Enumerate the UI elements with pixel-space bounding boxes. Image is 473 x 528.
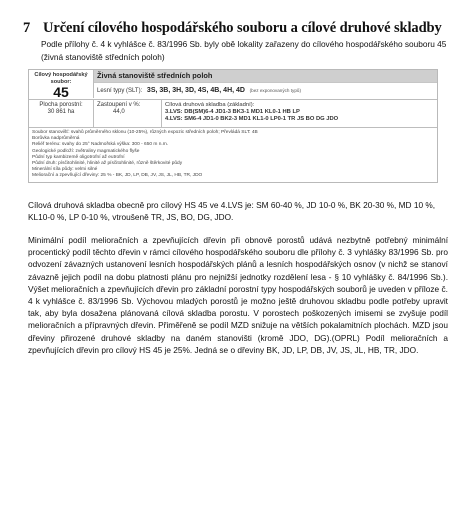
forest-types-row (94, 82, 437, 99)
zone-cell (94, 70, 437, 99)
area-value: 30 861 ha (47, 109, 75, 115)
note-line: Půdní typ kambizemě oligotrofní až eutrofní (32, 154, 125, 160)
area-cell (29, 100, 94, 127)
note-line: Minerální síla půdy: velmi silné (32, 167, 98, 173)
note-line: Geologické podloží: zvětraliny magmatického flyše (32, 148, 140, 154)
habitat-table (28, 69, 438, 183)
section-number: 7 (23, 20, 31, 36)
note-line: Půdní druh: písčitohlinité, hlinité až písčitohlinité, různě štěrkovité půdy (32, 161, 183, 167)
composition-paragraph: Cílová druhová skladba obecně pro cílový HS 45 ve 4.LVS je: SM 60-40 %, JD 10-0 %, BK 20-30 %, MD 10 %, KL10-0 %, LP 0-10 %, vtroušeně TR, JS, BO, DG, JDO. (28, 200, 436, 223)
share-label: Zastoupení v %: (97, 102, 141, 108)
composition-line-2: 4.LVS: SM6-4 JD1-0 BK2-3 MD1 KL1-0 LP0-1 TR JS BO DG JDO (165, 116, 339, 122)
share-cell (94, 100, 162, 127)
forest-types-label: Lesní typy (SLT): (97, 88, 143, 94)
target-set-number: 45 (53, 84, 69, 100)
target-set-label: Cílový hospodářský soubor: (34, 72, 88, 85)
intro-text: Podle přílohy č. 4 k vyhlášce č. 83/1996 Sb. byly obě lokality zařazeny do cílového hospodářského souboru 45 (živná stanoviště středních poloh) (41, 39, 447, 62)
composition-line-1: 3.LVS: DB(SM)6-4 JD1-3 BK3-1 MD1 KL0-1 HB LP (165, 109, 300, 115)
note-line: Meliorační a zpevňující dřeviny: 25 % - BK, JD, LP, DB, JV, JS, JL, HB, TR, JDO (32, 173, 203, 179)
forest-types-value: 3S, 3B, 3H, 3D, 4S, 4B, 4H, 4D (146, 87, 245, 94)
area-label: Plocha porostní: (39, 102, 83, 108)
composition-cell (162, 100, 437, 127)
table-notes (29, 128, 437, 182)
note-line: Borůvka nadprůměrná (32, 136, 80, 142)
section-title: Určení cílového hospodářského souboru a cílové druhové skladby (43, 20, 442, 36)
table-values-row (29, 100, 437, 128)
section-heading (23, 20, 468, 37)
zone-title: Živná stanoviště středních poloh (94, 70, 437, 82)
amelioration-paragraph: Minimální podíl melioračních a zpevňujících dřevin při obnově porostů udává nezbytně potřebný minimální procentický podíl těchto dřevin v rámci cílového hospodářského souboru dle přílohy č. 3 vyhlášky 83/1996 Sb. pro odvození závazných ustanovení lesních hospodářských plánů a lesních hospodářských osnov (v nichž se stanoví závazně jejich podíl na dobu platnosti plánu pro nejnižší jednotky rozdělení lesa - § 10 vyhlášky č. 84/1996 Sb.). Výšet melioračních a zpevňujících dřevin pro základní porostní typy hospodářských souborů je uveden v příloze č. 4 k vyhlášce č. 83/1996 Sb. Výchovou mladých porostů je možno ještě druhovou skladbu podle potřeby upravit tak, aby byla dosažena plánovaná cílová skladba porostu. V porostech poškozených imisemi se zvyšuje podíl melioračních a přípravných dřevin. Přiměřeně se podíl MZD snižuje na větších pokalamitních plochách. MZD jsou dřeviny přirozené druhové skladby na daném stanovišti (kromě JDO, DG).(OPRL) Podíl melioračních a zpevňujících dřevin pro cílový HS 45 je 25%. Jedná se o dřeviny BK, JD, LP, DB, JV, JS, JL, HB, TR, JDO. (28, 235, 448, 355)
composition-label: Cílová druhová skladba (základní): (165, 102, 255, 108)
note-line: Reliéf terénu: svahy do 25° Nadmořská výška: 300 - 650 m n.m. (32, 142, 169, 148)
table-header-row (29, 70, 437, 100)
target-set-cell (29, 70, 94, 98)
forest-types-note: (bez exponovaných typů) (249, 88, 301, 93)
note-line: Soubor stanovišť: svahů průměrného sklonu (10-25%), různých expozic středních poloh; Převládá SLT: 4B (32, 130, 258, 135)
share-value: 44,0 (113, 109, 125, 115)
